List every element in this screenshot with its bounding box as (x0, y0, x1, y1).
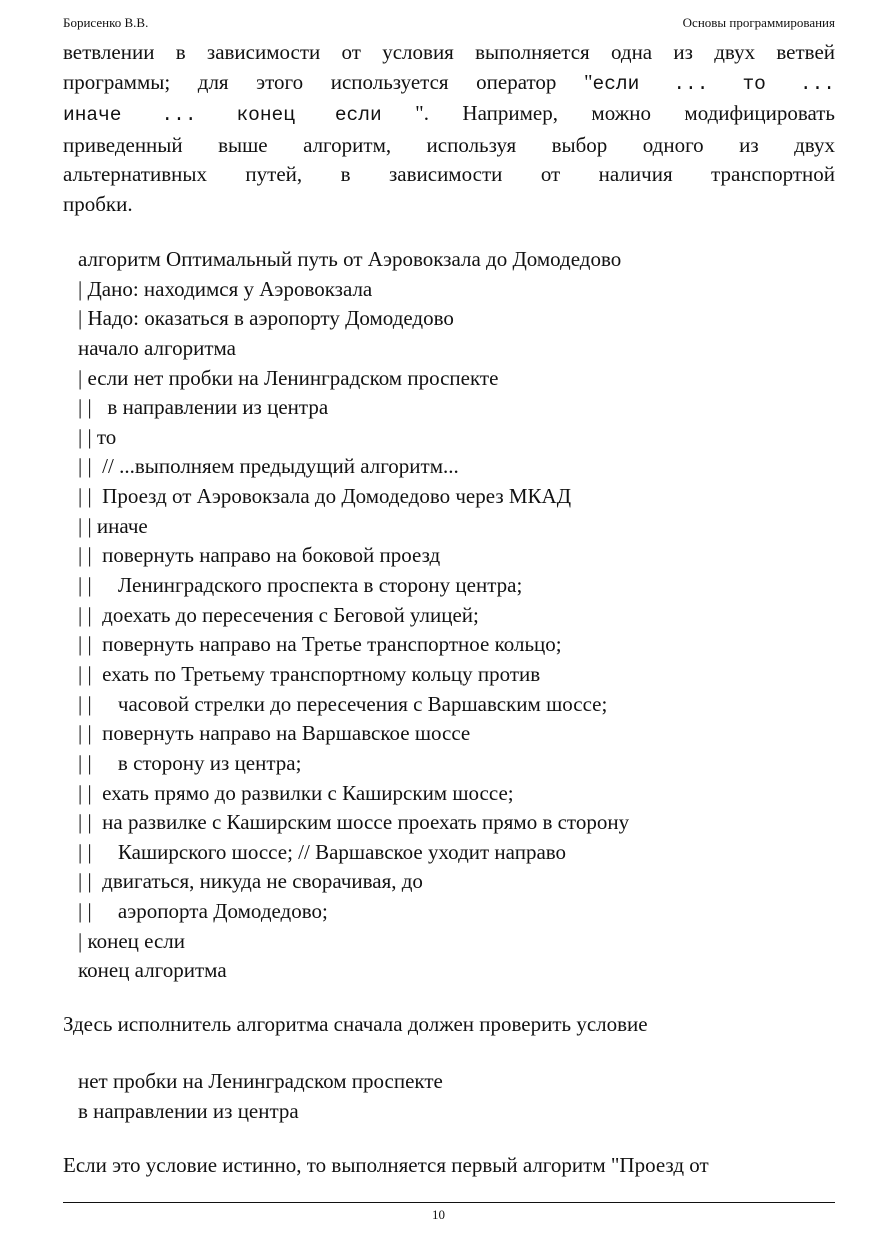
page-number: 10 (432, 1207, 445, 1222)
algorithm-line: алгоритм Оптимальный путь от Аэровокзала до Домодедово (78, 247, 622, 271)
intro-paragraph (63, 38, 835, 220)
algorithm-line: | | Ленинградского проспекта в сторону центра; (78, 573, 523, 598)
algorithm-line: | | повернуть направо на боковой проезд (78, 543, 441, 568)
algorithm-block (78, 245, 838, 986)
algorithm-line: | | повернуть направо на Третье транспортное кольцо; (78, 632, 562, 657)
algorithm-line: | | доехать до пересечения с Беговой улицей; (78, 602, 479, 627)
text-line: альтернативных путей, в зависимости от наличия транспортной (63, 162, 835, 187)
algorithm-line: | | ехать по Третьему транспортному кольцу против (78, 661, 541, 686)
header-author: Борисенко В.В. (63, 15, 149, 30)
condition-block (78, 1067, 838, 1126)
condition-line: нет пробки на Ленинградском проспекте (78, 1069, 443, 1093)
text-segment: ". Например, можно модифицировать (415, 101, 836, 126)
algorithm-line: | | повернуть направо на Варшавское шоссе (78, 721, 471, 746)
algorithm-line: | | в сторону из центра; (78, 750, 302, 775)
text-line (63, 99, 835, 131)
algorithm-line: | Надо: оказаться в аэропорту Домодедово (78, 306, 454, 331)
algorithm-line: | | Каширского шоссе; // Варшавское уходит направо (78, 839, 567, 864)
algorithm-line: | | на развилке с Каширским шоссе проехать прямо в сторону (78, 810, 630, 835)
condition-line: в направлении из центра (78, 1098, 299, 1123)
explanation-text: Если это условие истинно, то выполняется первый алгоритм "Проезд от (63, 1153, 709, 1177)
explanation-text: Здесь исполнитель алгоритма сначала должен проверить условие (63, 1012, 648, 1036)
algorithm-line: конец алгоритма (78, 958, 227, 983)
text-line: пробки. (63, 191, 133, 216)
algorithm-line: | | в направлении из центра (78, 395, 329, 420)
text-line: ветвлении в зависимости от условия выполняется одна из двух ветвей (63, 40, 835, 64)
algorithm-line: | Дано: находимся у Аэровокзала (78, 276, 373, 301)
algorithm-line: | | аэропорта Домодедово; (78, 899, 328, 924)
algorithm-line: | | // ...выполняем предыдущий алгоритм... (78, 454, 459, 479)
footer-divider (63, 1202, 835, 1203)
algorithm-line: начало алгоритма (78, 335, 236, 360)
algorithm-line: | | Проезд от Аэровокзала до Домодедово через МКАД (78, 484, 572, 509)
text-line (63, 68, 835, 100)
text-segment: программы; для этого используется оператор " (63, 69, 593, 94)
algorithm-line: | | иначе (78, 513, 148, 538)
algorithm-line: | | часовой стрелки до пересечения с Варшавским шоссе; (78, 691, 608, 716)
header-title: Основы программирования (682, 15, 835, 30)
text-line: приведенный выше алгоритм, используя выбор одного из двух (63, 132, 835, 157)
algorithm-line: | | ехать прямо до развилки с Каширским шоссе; (78, 780, 514, 805)
algorithm-line: | | то (78, 424, 117, 449)
page-header (63, 15, 835, 35)
algorithm-line: | | двигаться, никуда не сворачивая, до (78, 869, 423, 894)
inline-code: иначе ... конец если (63, 104, 382, 127)
algorithm-line: | конец если (78, 928, 186, 953)
inline-code: если ... то ... (592, 72, 835, 95)
algorithm-line: | если нет пробки на Ленинградском проспекте (78, 365, 499, 390)
